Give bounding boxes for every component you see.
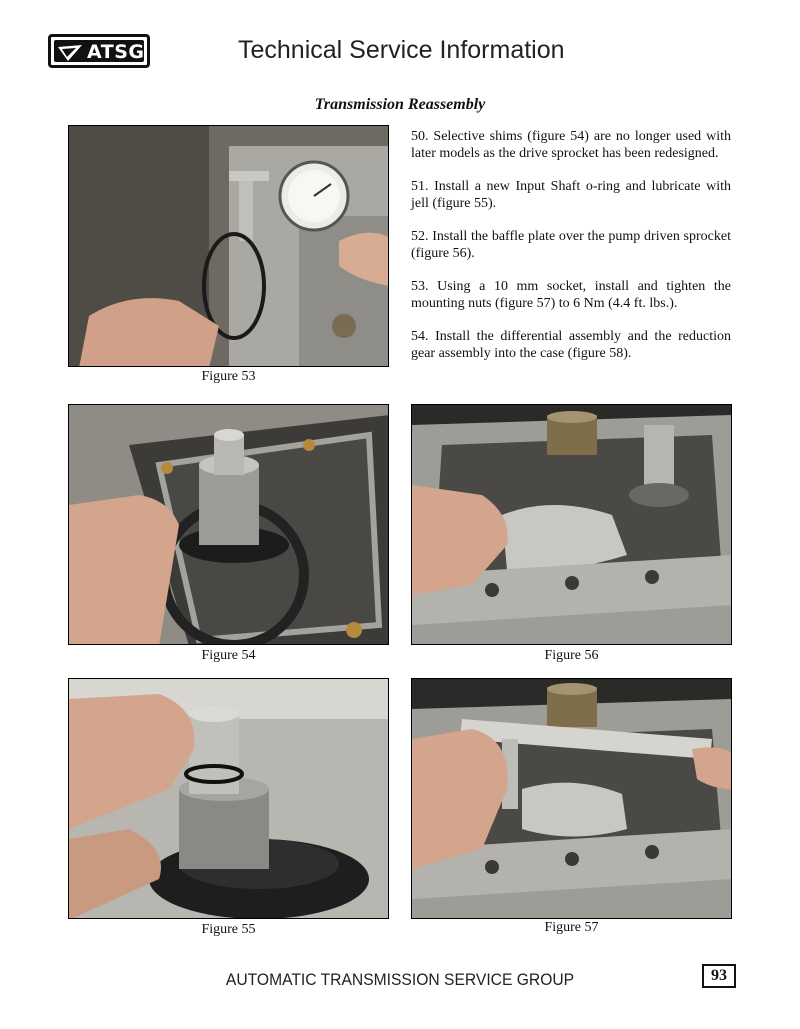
step-52: 52. Install the baffle plate over the pump driven sprocket (figure 56).: [411, 229, 731, 261]
figure-55-caption: Figure 55: [201, 922, 256, 937]
footer-text: AUTOMATIC TRANSMISSION SERVICE GROUP: [225, 970, 575, 989]
figure-57-caption: Figure 57: [544, 920, 599, 935]
figure-57-photo: [411, 678, 732, 919]
atsg-logo: [48, 34, 150, 68]
logo-arrow-icon: [56, 43, 84, 63]
page-header-title: Technical Service Information: [238, 36, 565, 64]
figure-54-photo: [68, 404, 389, 645]
steps-list: [411, 128, 731, 378]
figure-53-photo: [68, 125, 389, 367]
step-51: 51. Install a new Input Shaft o-ring and lubricate with jell (figure 55).: [411, 179, 731, 211]
step-54: 54. Install the differential assembly and the reduction gear assembly into the case (figure 58).: [411, 329, 731, 361]
figure-56-caption: Figure 56: [544, 648, 599, 663]
section-title: Transmission Reassembly: [314, 96, 486, 113]
step-50: 50. Selective shims (figure 54) are no longer used with later models as the drive sprocket has been redesigned.: [411, 129, 731, 161]
figure-53-caption: Figure 53: [201, 369, 256, 384]
page-number: 93: [702, 964, 736, 988]
figure-56-photo: [411, 404, 732, 645]
figure-54-caption: Figure 54: [201, 648, 256, 663]
step-53: 53. Using a 10 mm socket, install and tighten the mounting nuts (figure 57) to 6 Nm (4.4 ft. lbs.).: [411, 279, 731, 311]
figure-55-photo: [68, 678, 389, 919]
logo-text: ATSG: [87, 41, 145, 63]
